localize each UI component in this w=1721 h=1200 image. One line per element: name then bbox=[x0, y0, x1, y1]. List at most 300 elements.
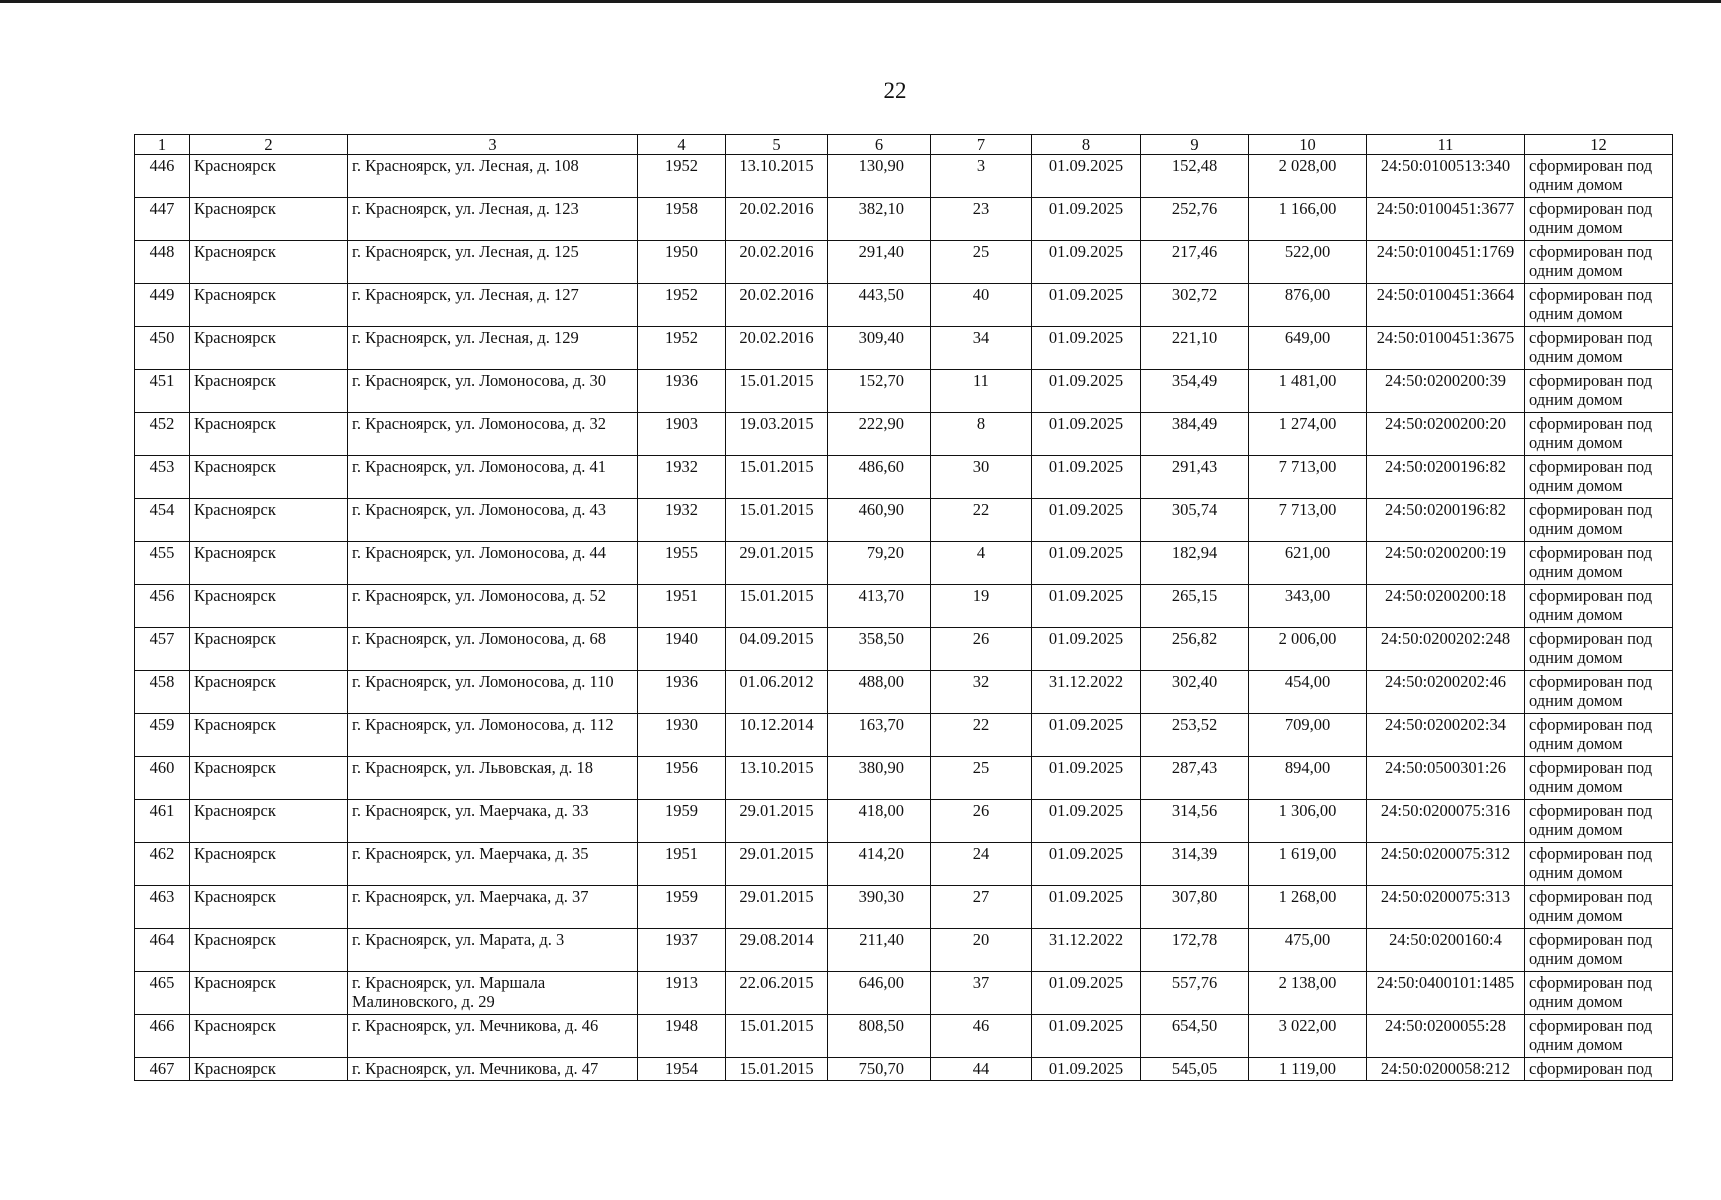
column-header-3: 3 bbox=[348, 135, 638, 155]
land-area-cell: 1 619,00 bbox=[1249, 843, 1367, 886]
build-year-cell: 1954 bbox=[638, 1058, 726, 1081]
date-cell: 19.03.2015 bbox=[726, 413, 828, 456]
deadline-cell: 01.09.2025 bbox=[1032, 972, 1141, 1015]
deadline-cell: 01.09.2025 bbox=[1032, 456, 1141, 499]
area-cell: 380,90 bbox=[828, 757, 931, 800]
land-status-cell: сформирован под одним домом bbox=[1525, 929, 1673, 972]
land-status-cell: сформирован под одним домом bbox=[1525, 370, 1673, 413]
land-area-cell: 1 274,00 bbox=[1249, 413, 1367, 456]
housing-register-table bbox=[134, 134, 1673, 1081]
cadastral-number-cell: 24:50:0100513:340 bbox=[1367, 155, 1525, 198]
deadline-cell: 01.09.2025 bbox=[1032, 370, 1141, 413]
cost-cell: 305,74 bbox=[1141, 499, 1249, 542]
row-number-cell: 447 bbox=[135, 198, 190, 241]
address-cell: г. Красноярск, ул. Мечникова, д. 47 bbox=[348, 1058, 638, 1081]
cost-cell: 545,05 bbox=[1141, 1058, 1249, 1081]
date-cell: 10.12.2014 bbox=[726, 714, 828, 757]
row-number-cell: 452 bbox=[135, 413, 190, 456]
deadline-cell: 01.09.2025 bbox=[1032, 542, 1141, 585]
land-status-cell: сформирован под одним домом bbox=[1525, 800, 1673, 843]
residents-cell: 26 bbox=[931, 800, 1032, 843]
date-cell: 29.01.2015 bbox=[726, 542, 828, 585]
table-row bbox=[135, 542, 1673, 585]
build-year-cell: 1955 bbox=[638, 542, 726, 585]
row-number-cell: 465 bbox=[135, 972, 190, 1015]
table-row bbox=[135, 585, 1673, 628]
land-status-cell: сформирован под bbox=[1525, 1058, 1673, 1081]
residents-cell: 24 bbox=[931, 843, 1032, 886]
row-number-cell: 463 bbox=[135, 886, 190, 929]
row-number-cell: 461 bbox=[135, 800, 190, 843]
land-status-cell: сформирован под одним домом bbox=[1525, 886, 1673, 929]
cadastral-number-cell: 24:50:0400101:1485 bbox=[1367, 972, 1525, 1015]
land-status-cell: сформирован под одним домом bbox=[1525, 413, 1673, 456]
land-status-cell: сформирован под одним домом bbox=[1525, 843, 1673, 886]
area-cell: 130,90 bbox=[828, 155, 931, 198]
land-area-cell: 1 119,00 bbox=[1249, 1058, 1367, 1081]
land-status-cell: сформирован под одним домом bbox=[1525, 499, 1673, 542]
area-cell: 443,50 bbox=[828, 284, 931, 327]
deadline-cell: 01.09.2025 bbox=[1032, 284, 1141, 327]
city-cell: Красноярск bbox=[190, 499, 348, 542]
area-cell: 488,00 bbox=[828, 671, 931, 714]
area-cell: 460,90 bbox=[828, 499, 931, 542]
build-year-cell: 1930 bbox=[638, 714, 726, 757]
land-status-cell: сформирован под одним домом bbox=[1525, 972, 1673, 1015]
date-cell: 22.06.2015 bbox=[726, 972, 828, 1015]
cost-cell: 182,94 bbox=[1141, 542, 1249, 585]
land-status-cell: сформирован под одним домом bbox=[1525, 542, 1673, 585]
cost-cell: 314,56 bbox=[1141, 800, 1249, 843]
cadastral-number-cell: 24:50:0500301:26 bbox=[1367, 757, 1525, 800]
cadastral-number-cell: 24:50:0100451:3677 bbox=[1367, 198, 1525, 241]
table-row bbox=[135, 284, 1673, 327]
cadastral-number-cell: 24:50:0200160:4 bbox=[1367, 929, 1525, 972]
date-cell: 29.01.2015 bbox=[726, 800, 828, 843]
address-cell: г. Красноярск, ул. Лесная, д. 108 bbox=[348, 155, 638, 198]
area-cell: 358,50 bbox=[828, 628, 931, 671]
address-cell: г. Красноярск, ул. Ломоносова, д. 30 bbox=[348, 370, 638, 413]
address-cell: г. Красноярск, ул. Ломоносова, д. 110 bbox=[348, 671, 638, 714]
date-cell: 29.01.2015 bbox=[726, 843, 828, 886]
cadastral-number-cell: 24:50:0200202:34 bbox=[1367, 714, 1525, 757]
cost-cell: 302,40 bbox=[1141, 671, 1249, 714]
residents-cell: 11 bbox=[931, 370, 1032, 413]
row-number-cell: 467 bbox=[135, 1058, 190, 1081]
area-cell: 413,70 bbox=[828, 585, 931, 628]
date-cell: 15.01.2015 bbox=[726, 1015, 828, 1058]
land-area-cell: 2 006,00 bbox=[1249, 628, 1367, 671]
deadline-cell: 01.09.2025 bbox=[1032, 886, 1141, 929]
date-cell: 13.10.2015 bbox=[726, 155, 828, 198]
column-header-5: 5 bbox=[726, 135, 828, 155]
cost-cell: 172,78 bbox=[1141, 929, 1249, 972]
column-header-11: 11 bbox=[1367, 135, 1525, 155]
land-area-cell: 2 138,00 bbox=[1249, 972, 1367, 1015]
column-header-7: 7 bbox=[931, 135, 1032, 155]
land-area-cell: 343,00 bbox=[1249, 585, 1367, 628]
land-status-cell: сформирован под одним домом bbox=[1525, 198, 1673, 241]
area-cell: 211,40 bbox=[828, 929, 931, 972]
build-year-cell: 1956 bbox=[638, 757, 726, 800]
deadline-cell: 01.09.2025 bbox=[1032, 757, 1141, 800]
cadastral-number-cell: 24:50:0200075:316 bbox=[1367, 800, 1525, 843]
row-number-cell: 448 bbox=[135, 241, 190, 284]
column-header-8: 8 bbox=[1032, 135, 1141, 155]
cost-cell: 302,72 bbox=[1141, 284, 1249, 327]
row-number-cell: 455 bbox=[135, 542, 190, 585]
deadline-cell: 01.09.2025 bbox=[1032, 800, 1141, 843]
address-cell: г. Красноярск, ул. Лесная, д. 123 bbox=[348, 198, 638, 241]
cadastral-number-cell: 24:50:0200075:312 bbox=[1367, 843, 1525, 886]
date-cell: 20.02.2016 bbox=[726, 284, 828, 327]
residents-cell: 20 bbox=[931, 929, 1032, 972]
cost-cell: 221,10 bbox=[1141, 327, 1249, 370]
address-cell: г. Красноярск, ул. Маерчака, д. 37 bbox=[348, 886, 638, 929]
city-cell: Красноярск bbox=[190, 628, 348, 671]
cadastral-number-cell: 24:50:0200202:46 bbox=[1367, 671, 1525, 714]
row-number-cell: 451 bbox=[135, 370, 190, 413]
cost-cell: 256,82 bbox=[1141, 628, 1249, 671]
address-cell: г. Красноярск, ул. Ломоносова, д. 112 bbox=[348, 714, 638, 757]
land-status-cell: сформирован под одним домом bbox=[1525, 456, 1673, 499]
date-cell: 20.02.2016 bbox=[726, 241, 828, 284]
land-area-cell: 1 166,00 bbox=[1249, 198, 1367, 241]
residents-cell: 32 bbox=[931, 671, 1032, 714]
build-year-cell: 1940 bbox=[638, 628, 726, 671]
area-cell: 382,10 bbox=[828, 198, 931, 241]
row-number-cell: 446 bbox=[135, 155, 190, 198]
area-cell: 486,60 bbox=[828, 456, 931, 499]
date-cell: 04.09.2015 bbox=[726, 628, 828, 671]
build-year-cell: 1948 bbox=[638, 1015, 726, 1058]
cadastral-number-cell: 24:50:0200058:212 bbox=[1367, 1058, 1525, 1081]
cadastral-number-cell: 24:50:0200055:28 bbox=[1367, 1015, 1525, 1058]
residents-cell: 23 bbox=[931, 198, 1032, 241]
table-row bbox=[135, 886, 1673, 929]
address-cell: г. Красноярск, ул. Ломоносова, д. 32 bbox=[348, 413, 638, 456]
table-row bbox=[135, 241, 1673, 284]
address-cell: г. Красноярск, ул. Лесная, д. 127 bbox=[348, 284, 638, 327]
land-area-cell: 475,00 bbox=[1249, 929, 1367, 972]
cadastral-number-cell: 24:50:0100451:1769 bbox=[1367, 241, 1525, 284]
table-row bbox=[135, 456, 1673, 499]
row-number-cell: 457 bbox=[135, 628, 190, 671]
city-cell: Красноярск bbox=[190, 327, 348, 370]
date-cell: 20.02.2016 bbox=[726, 327, 828, 370]
cost-cell: 557,76 bbox=[1141, 972, 1249, 1015]
cadastral-number-cell: 24:50:0100451:3675 bbox=[1367, 327, 1525, 370]
cadastral-number-cell: 24:50:0200200:18 bbox=[1367, 585, 1525, 628]
land-status-cell: сформирован под одним домом bbox=[1525, 671, 1673, 714]
cadastral-number-cell: 24:50:0200200:19 bbox=[1367, 542, 1525, 585]
cost-cell: 217,46 bbox=[1141, 241, 1249, 284]
land-status-cell: сформирован под одним домом bbox=[1525, 327, 1673, 370]
address-cell: г. Красноярск, ул. Маерчака, д. 35 bbox=[348, 843, 638, 886]
deadline-cell: 31.12.2022 bbox=[1032, 671, 1141, 714]
row-number-cell: 460 bbox=[135, 757, 190, 800]
city-cell: Красноярск bbox=[190, 456, 348, 499]
land-area-cell: 621,00 bbox=[1249, 542, 1367, 585]
residents-cell: 22 bbox=[931, 499, 1032, 542]
deadline-cell: 01.09.2025 bbox=[1032, 714, 1141, 757]
residents-cell: 44 bbox=[931, 1058, 1032, 1081]
residents-cell: 25 bbox=[931, 241, 1032, 284]
cadastral-number-cell: 24:50:0200075:313 bbox=[1367, 886, 1525, 929]
land-status-cell: сформирован под одним домом bbox=[1525, 1015, 1673, 1058]
build-year-cell: 1958 bbox=[638, 198, 726, 241]
column-header-1: 1 bbox=[135, 135, 190, 155]
table-row bbox=[135, 370, 1673, 413]
build-year-cell: 1959 bbox=[638, 886, 726, 929]
date-cell: 29.08.2014 bbox=[726, 929, 828, 972]
table-row bbox=[135, 198, 1673, 241]
table-row bbox=[135, 843, 1673, 886]
table-row bbox=[135, 413, 1673, 456]
cost-cell: 291,43 bbox=[1141, 456, 1249, 499]
build-year-cell: 1951 bbox=[638, 585, 726, 628]
cost-cell: 287,43 bbox=[1141, 757, 1249, 800]
land-area-cell: 894,00 bbox=[1249, 757, 1367, 800]
row-number-cell: 450 bbox=[135, 327, 190, 370]
residents-cell: 19 bbox=[931, 585, 1032, 628]
area-cell: 163,70 bbox=[828, 714, 931, 757]
cadastral-number-cell: 24:50:0200196:82 bbox=[1367, 499, 1525, 542]
area-cell: 646,00 bbox=[828, 972, 931, 1015]
cost-cell: 152,48 bbox=[1141, 155, 1249, 198]
city-cell: Красноярск bbox=[190, 413, 348, 456]
deadline-cell: 01.09.2025 bbox=[1032, 198, 1141, 241]
deadline-cell: 01.09.2025 bbox=[1032, 843, 1141, 886]
city-cell: Красноярск bbox=[190, 241, 348, 284]
address-cell: г. Красноярск, ул. Ломоносова, д. 68 bbox=[348, 628, 638, 671]
city-cell: Красноярск bbox=[190, 198, 348, 241]
city-cell: Красноярск bbox=[190, 972, 348, 1015]
date-cell: 15.01.2015 bbox=[726, 585, 828, 628]
land-area-cell: 1 306,00 bbox=[1249, 800, 1367, 843]
address-cell: г. Красноярск, ул. Лесная, д. 125 bbox=[348, 241, 638, 284]
address-cell: г. Красноярск, ул. Марата, д. 3 bbox=[348, 929, 638, 972]
build-year-cell: 1959 bbox=[638, 800, 726, 843]
cost-cell: 307,80 bbox=[1141, 886, 1249, 929]
cost-cell: 314,39 bbox=[1141, 843, 1249, 886]
residents-cell: 46 bbox=[931, 1015, 1032, 1058]
land-status-cell: сформирован под одним домом bbox=[1525, 241, 1673, 284]
city-cell: Красноярск bbox=[190, 585, 348, 628]
deadline-cell: 01.09.2025 bbox=[1032, 327, 1141, 370]
area-cell: 152,70 bbox=[828, 370, 931, 413]
scan-top-edge bbox=[0, 0, 1721, 3]
city-cell: Красноярск bbox=[190, 671, 348, 714]
address-cell: г. Красноярск, ул. Ломоносова, д. 44 bbox=[348, 542, 638, 585]
land-area-cell: 3 022,00 bbox=[1249, 1015, 1367, 1058]
city-cell: Красноярск bbox=[190, 370, 348, 413]
date-cell: 15.01.2015 bbox=[726, 370, 828, 413]
row-number-cell: 454 bbox=[135, 499, 190, 542]
table-row bbox=[135, 1058, 1673, 1081]
cadastral-number-cell: 24:50:0200200:20 bbox=[1367, 413, 1525, 456]
table-row bbox=[135, 1015, 1673, 1058]
row-number-cell: 466 bbox=[135, 1015, 190, 1058]
land-area-cell: 7 713,00 bbox=[1249, 456, 1367, 499]
date-cell: 15.01.2015 bbox=[726, 1058, 828, 1081]
city-cell: Красноярск bbox=[190, 886, 348, 929]
land-status-cell: сформирован под одним домом bbox=[1525, 284, 1673, 327]
land-status-cell: сформирован под одним домом bbox=[1525, 628, 1673, 671]
area-cell: 418,00 bbox=[828, 800, 931, 843]
table-row bbox=[135, 757, 1673, 800]
land-status-cell: сформирован под одним домом bbox=[1525, 714, 1673, 757]
date-cell: 29.01.2015 bbox=[726, 886, 828, 929]
table-row bbox=[135, 155, 1673, 198]
table-row bbox=[135, 499, 1673, 542]
cost-cell: 354,49 bbox=[1141, 370, 1249, 413]
build-year-cell: 1950 bbox=[638, 241, 726, 284]
table-row bbox=[135, 800, 1673, 843]
build-year-cell: 1903 bbox=[638, 413, 726, 456]
cadastral-number-cell: 24:50:0200202:248 bbox=[1367, 628, 1525, 671]
city-cell: Красноярск bbox=[190, 843, 348, 886]
row-number-cell: 459 bbox=[135, 714, 190, 757]
table-row bbox=[135, 628, 1673, 671]
column-number-header-row bbox=[135, 135, 1673, 155]
build-year-cell: 1951 bbox=[638, 843, 726, 886]
land-area-cell: 7 713,00 bbox=[1249, 499, 1367, 542]
column-header-10: 10 bbox=[1249, 135, 1367, 155]
area-cell: 291,40 bbox=[828, 241, 931, 284]
address-cell: г. Красноярск, ул. Ломоносова, д. 41 bbox=[348, 456, 638, 499]
residents-cell: 8 bbox=[931, 413, 1032, 456]
address-cell: г. Красноярск, ул. Лесная, д. 129 bbox=[348, 327, 638, 370]
cost-cell: 654,50 bbox=[1141, 1015, 1249, 1058]
date-cell: 15.01.2015 bbox=[726, 499, 828, 542]
row-number-cell: 464 bbox=[135, 929, 190, 972]
area-cell: 808,50 bbox=[828, 1015, 931, 1058]
land-status-cell: сформирован под одним домом bbox=[1525, 155, 1673, 198]
city-cell: Красноярск bbox=[190, 155, 348, 198]
land-area-cell: 709,00 bbox=[1249, 714, 1367, 757]
land-area-cell: 649,00 bbox=[1249, 327, 1367, 370]
residents-cell: 34 bbox=[931, 327, 1032, 370]
cost-cell: 265,15 bbox=[1141, 585, 1249, 628]
residents-cell: 26 bbox=[931, 628, 1032, 671]
column-header-2: 2 bbox=[190, 135, 348, 155]
area-cell: 414,20 bbox=[828, 843, 931, 886]
column-header-12: 12 bbox=[1525, 135, 1673, 155]
deadline-cell: 01.09.2025 bbox=[1032, 241, 1141, 284]
deadline-cell: 01.09.2025 bbox=[1032, 585, 1141, 628]
build-year-cell: 1936 bbox=[638, 671, 726, 714]
address-cell: г. Красноярск, ул. Мечникова, д. 46 bbox=[348, 1015, 638, 1058]
land-area-cell: 454,00 bbox=[1249, 671, 1367, 714]
city-cell: Красноярск bbox=[190, 929, 348, 972]
address-cell: г. Красноярск, ул. Ломоносова, д. 43 bbox=[348, 499, 638, 542]
land-area-cell: 2 028,00 bbox=[1249, 155, 1367, 198]
cadastral-number-cell: 24:50:0200200:39 bbox=[1367, 370, 1525, 413]
address-cell: г. Красноярск, ул. Маерчака, д. 33 bbox=[348, 800, 638, 843]
column-header-4: 4 bbox=[638, 135, 726, 155]
build-year-cell: 1952 bbox=[638, 327, 726, 370]
build-year-cell: 1952 bbox=[638, 155, 726, 198]
city-cell: Красноярск bbox=[190, 542, 348, 585]
row-number-cell: 453 bbox=[135, 456, 190, 499]
deadline-cell: 01.09.2025 bbox=[1032, 1015, 1141, 1058]
area-cell: 390,30 bbox=[828, 886, 931, 929]
build-year-cell: 1932 bbox=[638, 456, 726, 499]
land-area-cell: 1 268,00 bbox=[1249, 886, 1367, 929]
build-year-cell: 1952 bbox=[638, 284, 726, 327]
residents-cell: 30 bbox=[931, 456, 1032, 499]
table-row bbox=[135, 929, 1673, 972]
row-number-cell: 456 bbox=[135, 585, 190, 628]
area-cell: 222,90 bbox=[828, 413, 931, 456]
build-year-cell: 1937 bbox=[638, 929, 726, 972]
area-cell: 750,70 bbox=[828, 1058, 931, 1081]
row-number-cell: 462 bbox=[135, 843, 190, 886]
cost-cell: 384,49 bbox=[1141, 413, 1249, 456]
address-cell: г. Красноярск, ул. Ломоносова, д. 52 bbox=[348, 585, 638, 628]
land-area-cell: 1 481,00 bbox=[1249, 370, 1367, 413]
city-cell: Красноярск bbox=[190, 800, 348, 843]
address-cell: г. Красноярск, ул. Маршала Малиновского, д. 29 bbox=[348, 972, 638, 1015]
column-header-6: 6 bbox=[828, 135, 931, 155]
cost-cell: 253,52 bbox=[1141, 714, 1249, 757]
residents-cell: 4 bbox=[931, 542, 1032, 585]
date-cell: 13.10.2015 bbox=[726, 757, 828, 800]
date-cell: 15.01.2015 bbox=[726, 456, 828, 499]
column-header-9: 9 bbox=[1141, 135, 1249, 155]
cadastral-number-cell: 24:50:0200196:82 bbox=[1367, 456, 1525, 499]
city-cell: Красноярск bbox=[190, 714, 348, 757]
cost-cell: 252,76 bbox=[1141, 198, 1249, 241]
residents-cell: 40 bbox=[931, 284, 1032, 327]
table-row bbox=[135, 327, 1673, 370]
deadline-cell: 31.12.2022 bbox=[1032, 929, 1141, 972]
residents-cell: 37 bbox=[931, 972, 1032, 1015]
city-cell: Красноярск bbox=[190, 757, 348, 800]
area-cell: 79,20 bbox=[828, 542, 931, 585]
city-cell: Красноярск bbox=[190, 284, 348, 327]
build-year-cell: 1913 bbox=[638, 972, 726, 1015]
city-cell: Красноярск bbox=[190, 1058, 348, 1081]
residents-cell: 25 bbox=[931, 757, 1032, 800]
cadastral-number-cell: 24:50:0100451:3664 bbox=[1367, 284, 1525, 327]
row-number-cell: 458 bbox=[135, 671, 190, 714]
date-cell: 01.06.2012 bbox=[726, 671, 828, 714]
deadline-cell: 01.09.2025 bbox=[1032, 628, 1141, 671]
residents-cell: 27 bbox=[931, 886, 1032, 929]
land-status-cell: сформирован под одним домом bbox=[1525, 585, 1673, 628]
table-row bbox=[135, 671, 1673, 714]
land-area-cell: 522,00 bbox=[1249, 241, 1367, 284]
deadline-cell: 01.09.2025 bbox=[1032, 499, 1141, 542]
residents-cell: 3 bbox=[931, 155, 1032, 198]
build-year-cell: 1932 bbox=[638, 499, 726, 542]
deadline-cell: 01.09.2025 bbox=[1032, 155, 1141, 198]
date-cell: 20.02.2016 bbox=[726, 198, 828, 241]
city-cell: Красноярск bbox=[190, 1015, 348, 1058]
build-year-cell: 1936 bbox=[638, 370, 726, 413]
deadline-cell: 01.09.2025 bbox=[1032, 413, 1141, 456]
table-row bbox=[135, 714, 1673, 757]
residents-cell: 22 bbox=[931, 714, 1032, 757]
land-status-cell: сформирован под одним домом bbox=[1525, 757, 1673, 800]
deadline-cell: 01.09.2025 bbox=[1032, 1058, 1141, 1081]
table-row bbox=[135, 972, 1673, 1015]
land-area-cell: 876,00 bbox=[1249, 284, 1367, 327]
row-number-cell: 449 bbox=[135, 284, 190, 327]
page-number: 22 bbox=[883, 78, 907, 103]
